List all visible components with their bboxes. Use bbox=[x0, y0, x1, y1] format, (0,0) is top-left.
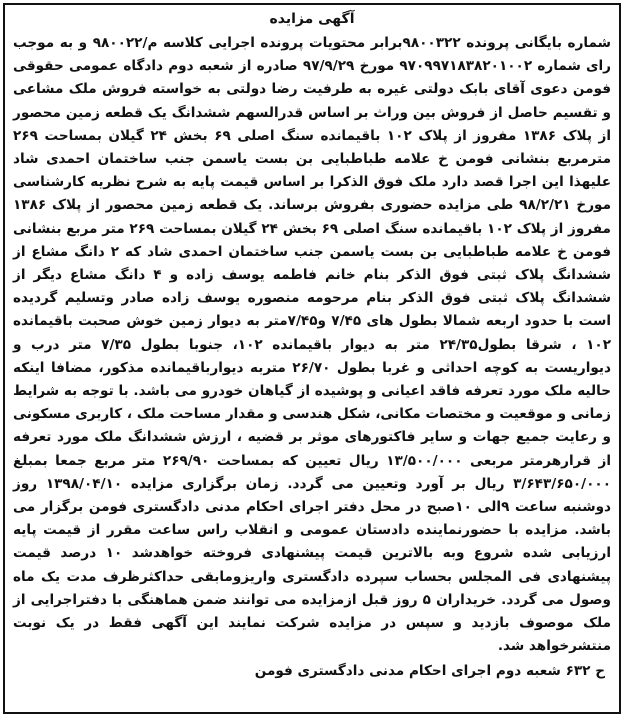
notice-body: شماره بایگانی پرونده ۹۸۰۰۳۲۲برابر محتویات پرونده اجرایی کلاسه م/۹۸۰۰۲۲ و به موجب رای شماره ۹۷۰۹۹۷۱۸۳۸۲۰۱۰۰۲ مورخ ۹۷/۹/۲۹ صادره از شعبه دوم دادگاه عمومی حقوقی فومن دعوی آقای بابک دولتی غیره به طرفیت رضا دولتی به خواسته فروش ملک مشاعی و تقسیم حاصل از فروش بین وراث بر اساس قدرالسهم ششدانگ یک قطعه زمین محصور از پلاک ۱۳۸۶ مفروز از پلاک ۱۰۲ باقیمانده سنگ اصلی ۶۹ بخش ۲۴ گیلان بمساحت ۲۶۹ مترمربع بنشانی فومن خ علامه طباطبایی بن بست یاسمن جنب ساختمان احمدی شاد علیهذا این اجرا قصد دارد ملک فوق الذکرا بر اساس قیمت پایه به شرح نظریه کارشناسی مورخ ۹۸/۲/۲۱ طی مزایده حضوری بفروش برساند. یک قطعه زمین محصور از پلاک ۱۳۸۶ مفروز از پلاک ۱۰۲ باقیمانده سنگ اصلی ۶۹ بخش ۲۴ گیلان بمساحت ۲۶۹ متر مربع بنشانی فومن خ علامه طباطبایی بن بست یاسمن جنب ساختمان احمدی شاد که ۲ دانگ مشاع از ششدانگ پلاک ثبتی فوق الذکر بنام خانم فاطمه یوسف زاده و ۴ دانگ مشاع دیگر از ششدانگ پلاک ثبتی فوق الذکر بنام مرحومه منصوره یوسف زاده صادر وتسلیم گردیده است با حدود اربعه شمالا بطول های ۷/۴۵ و۷/۴۵متر به دیوار زمین خوش صحبت باقیمانده ۱۰۲ ، شرقا بطول۲۴/۳۵ متر به دیوار باقیمانده ۱۰۲، جنوبا بطول ۷/۳۵ متر درب و دیواریست به کوچه احداثی و غربا بطول ۲۶/۷۰ متربه دیوارباقیمانده مذکور، مضافا اینکه حالیه ملک مورد تعرفه فاقد اعیانی و پوشیده از گیاهان خودرو می باشد. با توجه به شرایط زمانی و موقعیت و مختصات مکانی، شکل هندسی و مقدار مساحت ملک ، کاربری مسکونی و رعایت جمیع جهات و سایر فاکتورهای موثر بر قضیه ، ارزش ششدانگ ملک مورد تعرفه از قرارهرمتر مربعی ۱۳/۵۰۰/۰۰۰ ریال تعیین که بمساحت ۲۶۹/۹۰ متر مربع جمعا بمبلغ ۳/۶۴۳/۶۵۰/۰۰۰ ریال بر آورد وتعیین می گردد. زمان برگزاری مزایده ۱۳۹۸/۰۴/۱۰ روز دوشنبه ساعت ۹الی ۱۰صبح در محل دفتر اجرای احکام مدنی دادگستری فومن برگزار می باشد. مزایده با حضورنماینده دادستان عمومی و انقلاب راس ساعت مقرر از قیمت پایه ارزیابی شده شروع وبه بالاترین قیمت پیشنهادی فروخته خواهدشد ۱۰ درصد قیمت پیشنهادی فی المجلس بحساب سپرده دادگستری واریزومابقی حداکثرظرف مدت یک ماه وصول می گردد. خریداران ۵ روز قبل ازمزایده می توانند ضمن هماهنگی با دفتراجرایی از ملک موصوف بازدید و سپس در مزایده شرکت نمایند این آگهی فقط در یک نوبت منتشرخواهد شد. bbox=[13, 35, 612, 655]
notice-footer: ح ۶۳۲ شعبه دوم اجرای احکام مدنی دادگستری فومن bbox=[254, 663, 605, 680]
notice-frame bbox=[3, 3, 621, 714]
notice-title: آگهی مزایده bbox=[269, 11, 355, 27]
